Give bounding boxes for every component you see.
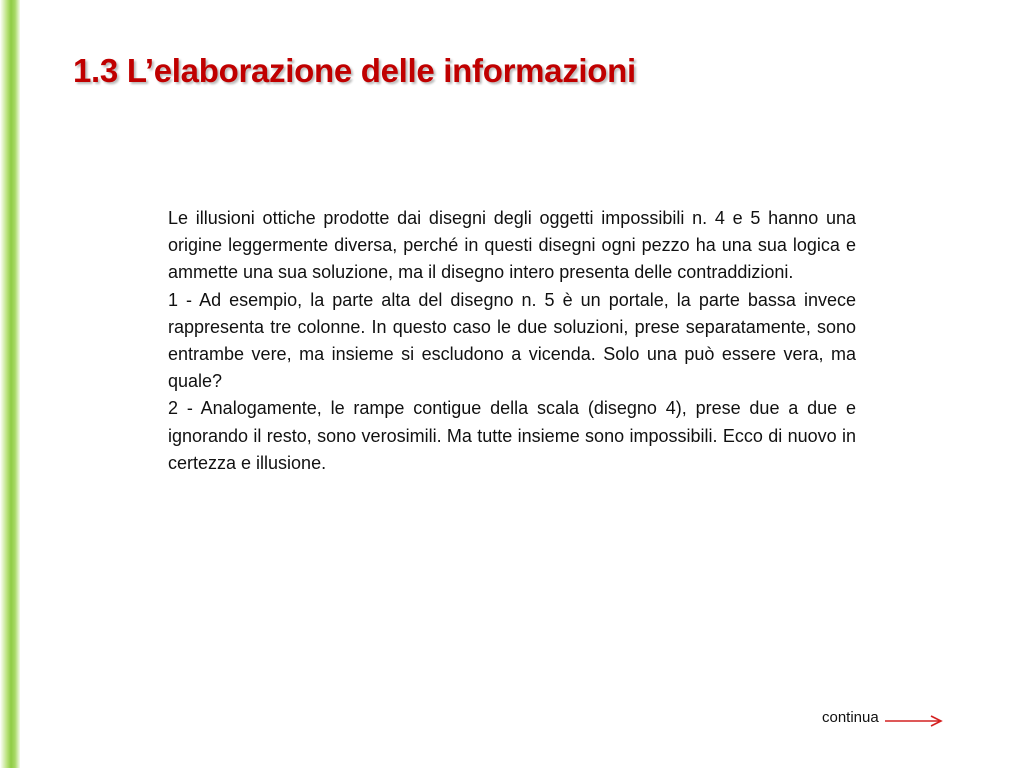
continue-label[interactable]: continua (822, 708, 879, 726)
paragraph-intro: Le illusioni ottiche prodotte dai disegni degli oggetti impossibili n. 4 e 5 hanno una origine leggermente diversa, perché in questi disegni ogni pezzo ha una sua logica e ammette una sua soluzione, ma il disegno intero presenta delle contraddizioni. (168, 208, 856, 283)
continue-link[interactable] (822, 706, 943, 728)
green-side-bar (0, 0, 20, 768)
slide-title: 1.3 L’elaborazione delle informazioni (73, 52, 636, 89)
paragraph-point-2: 2 - Analogamente, le rampe contigue della scala (disegno 4), prese due a due e ignorando il resto, sono verosimili. Ma tutte insieme sono impossibili. Ecco di nuovo in certezza e illusione. (168, 398, 856, 473)
arrow-right-icon[interactable] (885, 714, 943, 728)
body-text (168, 205, 856, 477)
paragraph-point-1: 1 - Ad esempio, la parte alta del disegno n. 5 è un portale, la parte bassa invece rappresenta tre colonne. In questo caso le due soluzioni, prese separatamente, sono entrambe vere, ma insieme si escludono a vicenda. Solo una può essere vera, ma quale? (168, 289, 856, 392)
